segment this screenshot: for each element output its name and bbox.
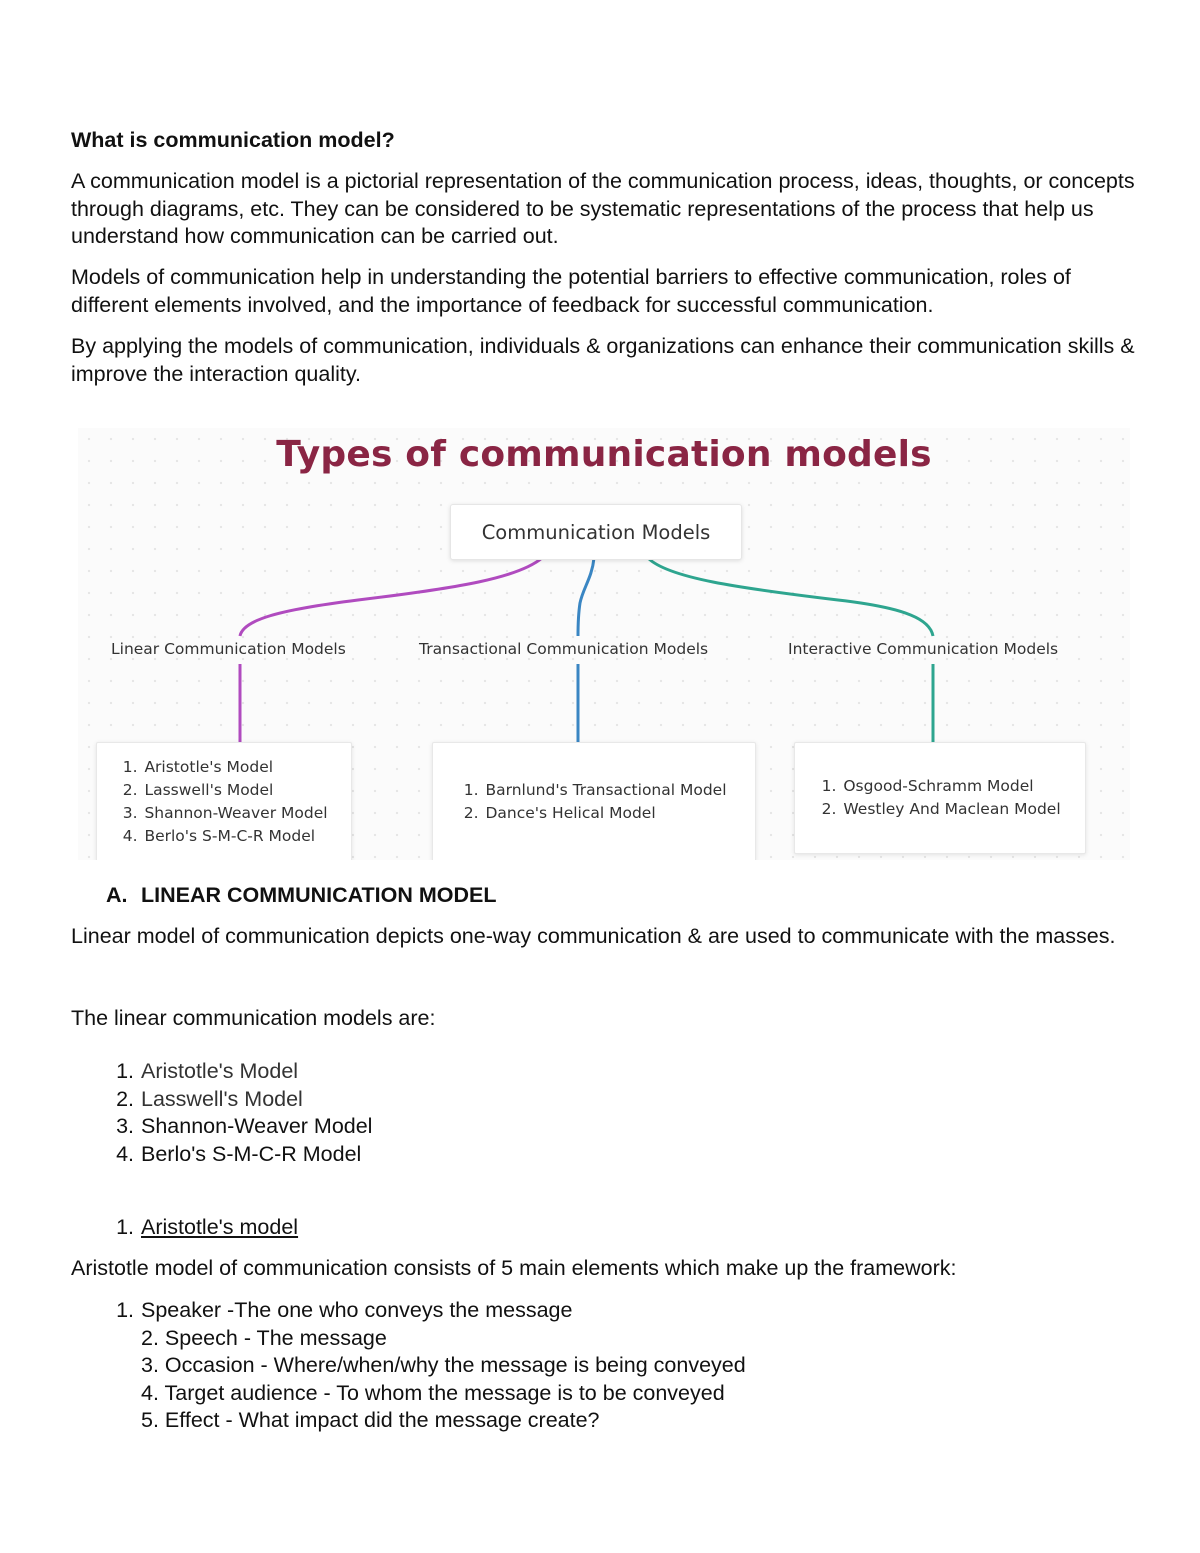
aristotle-elements-sublist (141, 1325, 746, 1435)
section-heading: LINEAR COMMUNICATION MODEL (141, 883, 497, 907)
list-item: 3. Occasion - Where/when/why the message is being conveyed (141, 1353, 746, 1377)
subsection-number: 1. (116, 1215, 134, 1239)
leaf-item: 2. Dance's Helical Model (483, 802, 726, 825)
intro-paragraph-1: A communication model is a pictorial representation of the communication process, ideas, thoughts, or concepts through diagrams, etc. They can be considered to be systematic representations of the process that help us understand how communication can be carried out. (71, 169, 1135, 248)
leaf-item: 1. Barnlund's Transactional Model (483, 779, 726, 802)
branch-label-linear: Linear Communication Models (111, 640, 346, 658)
leaf-item: 1. Osgood-Schramm Model (841, 775, 1060, 798)
intro-paragraph-3: By applying the models of communication, individuals & organizations can enhance their communication skills & improve the interaction quality. (71, 334, 1135, 386)
leaf-item: 2. Westley And Maclean Model (841, 798, 1060, 821)
section-description: Linear model of communication depicts one-way communication & are used to communicate with the masses. (71, 924, 1116, 948)
section-marker: A. (106, 883, 128, 907)
list-item: 5. Effect - What impact did the message create? (141, 1408, 600, 1432)
list-item: 2. Speech - The message (141, 1325, 387, 1350)
diagram-title: Types of communication models (276, 434, 932, 475)
list-item: 3. Shannon-Weaver Model (116, 1114, 373, 1138)
root-node: Communication Models (450, 504, 742, 560)
leaf-item: 1. Aristotle's Model (142, 756, 327, 779)
intro-paragraph-2: Models of communication help in understanding the potential barriers to effective communication, roles of different elements involved, and the importance of feedback for successful communication. (71, 265, 1071, 317)
leaf-transactional (432, 742, 756, 860)
branch-label-transactional: Transactional Communication Models (419, 640, 709, 658)
page-title: What is communication model? (71, 128, 395, 152)
linear-models-list (116, 1058, 373, 1168)
list-item: 1. Speaker -The one who conveys the message (116, 1298, 573, 1322)
aristotle-elements-list (116, 1297, 573, 1325)
leaf-item: 3. Shannon-Weaver Model (142, 802, 327, 825)
list-item: 4. Target audience - To whom the message is to be conveyed (141, 1380, 725, 1405)
list-item: 2. Lasswell's Model (116, 1086, 303, 1111)
list-item: 4. Berlo's S-M-C-R Model (116, 1141, 362, 1166)
leaf-linear (96, 742, 352, 860)
branch-label-interactive: Interactive Communication Models (788, 640, 1059, 658)
aristotle-description: Aristotle model of communication consists of 5 main elements which make up the framework: (71, 1256, 957, 1280)
list-item: 1. Aristotle's Model (116, 1059, 299, 1083)
leaf-item: 2. Lasswell's Model (142, 779, 327, 802)
leaf-interactive (794, 742, 1086, 854)
connector-transactional (578, 558, 594, 636)
connector-interactive (648, 558, 933, 636)
leaf-item: 4. Berlo's S-M-C-R Model (142, 825, 327, 848)
list-intro: The linear communication models are: (71, 1006, 436, 1030)
subsection-heading: Aristotle's model (141, 1215, 299, 1239)
connector-linear (240, 558, 542, 636)
communication-models-diagram (78, 428, 1130, 860)
